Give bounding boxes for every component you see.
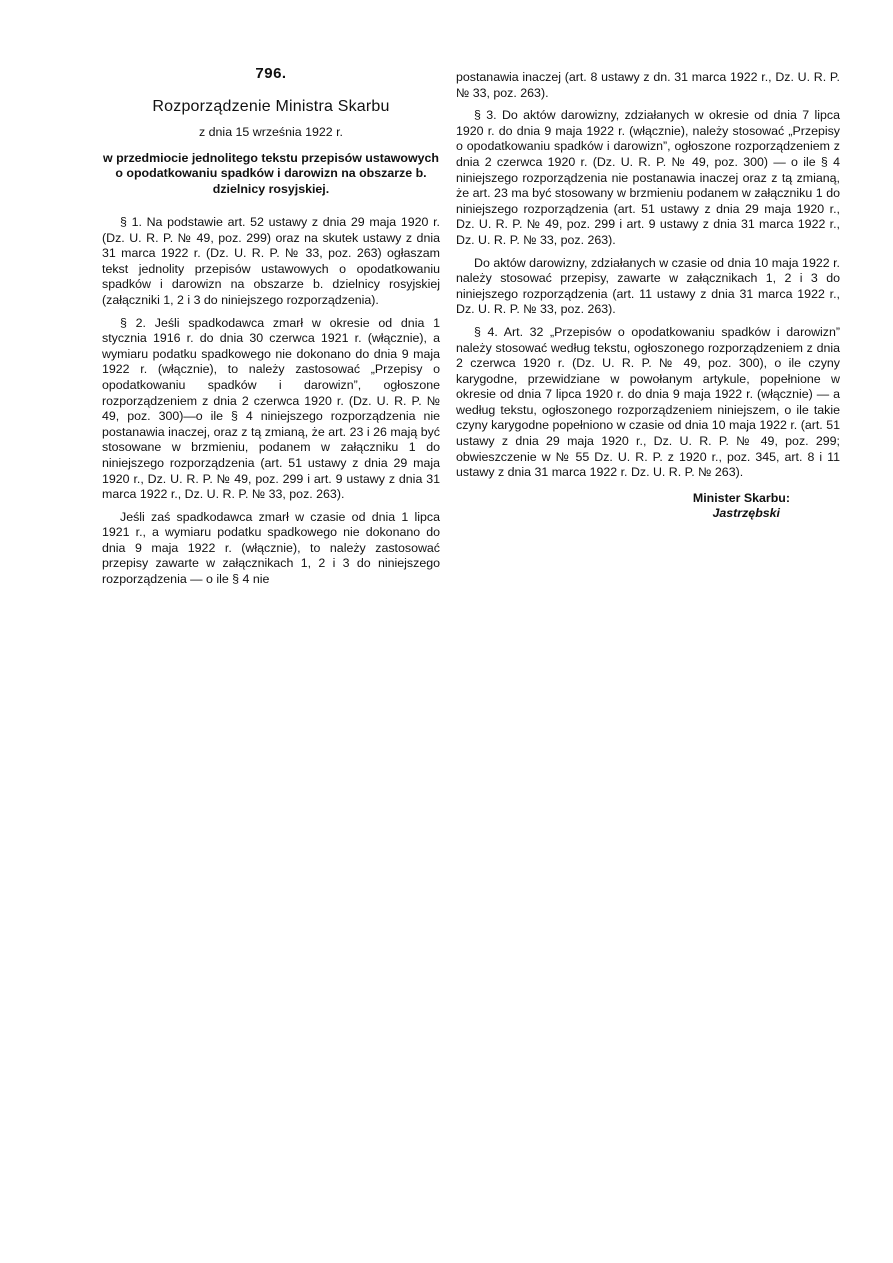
paragraph-continuation: postanawia inaczej (art. 8 ustawy z dn. 31 marca 1922 r., Dz. U. R. P. № 33, poz. 263). [456, 70, 840, 100]
paragraph-section-2-continued: Jeśli zaś spadkodawca zmarł w czasie od dnia 1 lipca 1921 r., a wymiaru podatku spadkowego nie dokonano do dnia 9 maja 1922 r. (włącznie), to należy zastosować przepisy zawarte w załącznikach 1, 2 i 3 do niniejszego rozporządzenia — o ile § 4 nie [102, 509, 440, 587]
act-number: 796. [255, 65, 287, 82]
paragraph-section-3: § 3. Do aktów darowizny, zdziałanych w okresie od dnia 7 lipca 1920 r. do dnia 9 maja 1922 r. (włącznie), należy stosować „Przepisy o opodatkowaniu spadków i darowizn”, ogłoszone rozporządzeniem z dnia 2 czerwca 1920 r. (Dz. U. R. P. № 49, poz. 300) — o ile § 4 niniejszego rozporządzenia nie postanawia inaczej oraz z tą zmianą, że art. 23 ma być stosowany w brzmieniu podanem w załączniku 1 do niniejszego rozporządzenia (art. 51 ustawy z dnia 29 maja 1920 r., Dz. U. R. P. № 49, poz. 299 i art. 9 ustawy z dnia 31 marca 1922 r., Dz. U. R. P. № 33, poz. 263). [456, 108, 840, 247]
document-subject: w przedmiocie jednolitego tekstu przepisów ustawowych o opodatkowaniu spadków i darowizn na obszarze b. dzielnicy rosyjskiej. [103, 150, 439, 196]
signature-role: Minister Skarbu: [692, 490, 790, 505]
right-column [456, 70, 840, 522]
document-date: z dnia 15 września 1922 r. [199, 125, 343, 140]
paragraph-section-1: § 1. Na podstawie art. 52 ustawy z dnia 29 maja 1920 r. (Dz. U. R. P. № 49, poz. 299) oraz na skutek ustawy z dnia 31 marca 1922 r. (Dz. U. R. P. № 33, poz. 263) ogłaszam tekst jednolity przepisów ustawowych o opodatkowaniu spadków i darowizn na obszarze b. dzielnicy rosyjskiej (załączniki 1, 2 i 3 do niniejszego rozporządzenia). [102, 215, 440, 307]
paragraph-section-2: § 2. Jeśli spadkodawca zmarł w okresie od dnia 1 stycznia 1916 r. do dnia 30 czerwca 1921 r. (włącznie), a wymiaru podatku spadkowego nie dokonano do dnia 9 maja 1922 r. (włącznie), to należy zastosować „Przepisy o opodatkowaniu spadków i darowizn”, ogłoszone rozporządzeniem z dnia 2 czerwca 1920 r. (Dz. U. R. P. № 49, poz. 300)—o ile § 4 niniejszego rozporządzenia nie postanawia inaczej, oraz z tą zmianą, że art. 23 i 26 mają być stosowane w brzmieniu, podanem w załączniku 1 do niniejszego rozporządzenia (art. 51 ustawy z dnia 29 maja 1920 r., Dz. U. R. P. № 49, poz. 299 i art. 9 ustawy z dnia 31 marca 1922 r., Dz. U. R. P. № 33, poz. 263). [102, 315, 440, 502]
left-column [102, 66, 440, 595]
signature-name: Jastrzębski [712, 506, 780, 521]
document-title: Rozporządzenie Ministra Skarbu [152, 97, 390, 115]
paragraph-section-3-continued: Do aktów darowizny, zdziałanych w czasie od dnia 10 maja 1922 r. należy stosować przepisy, zawarte w załącznikach 1, 2 i 3 do niniejszego rozporządzenia (art. 11 ustawy z dnia 31 marca 1922 r., Dz. U. R. P. № 33, poz. 263). [456, 255, 840, 317]
paragraph-section-4: § 4. Art. 32 „Przepisów o opodatkowaniu spadków i darowizn” należy stosować według tekstu, ogłoszonego rozporządzeniem z dnia 2 czerwca 1920 r. (Dz. U. R. P. № 49, poz. 300), o ile czyny karygodne, przewidziane w powołanym artykule, popełnione w okresie od dnia 7 lipca 1920 r. do dnia 9 maja 1922 r. (włącznie) — a według tekstu, ogłoszonego rozporządzeniem niniejszem, o ile takie czyny karygodne popełniono w czasie od dnia 10 maja 1922 r. (art. 51 ustawy z dnia 29 maja 1920 r., Dz. U. R. P. № 49, poz. 299; obwieszczenie w № 55 Dz. U. R. P. z 1920 r., poz. 345, art. 8 i 11 ustawy z dnia 31 marca 1922 r. Dz. U. R. P. № 263). [456, 324, 840, 480]
